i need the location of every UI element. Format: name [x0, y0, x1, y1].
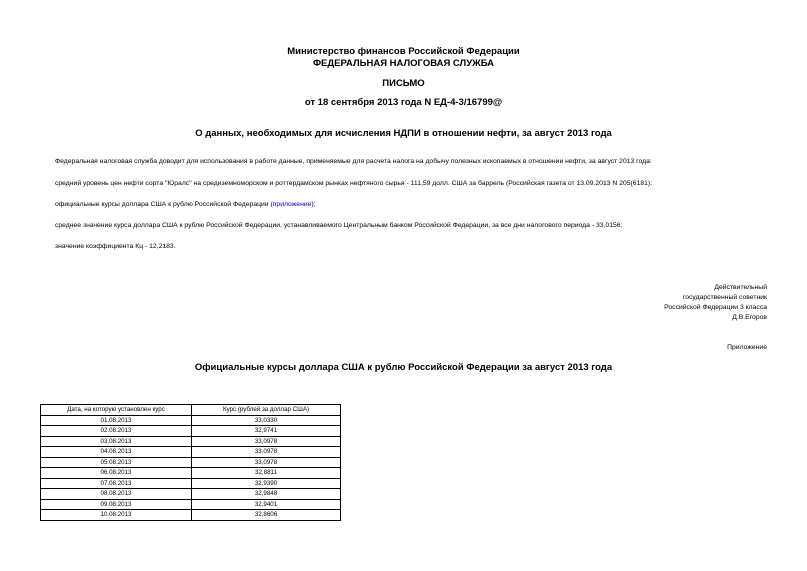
- rate-cell: 32,9390: [192, 478, 341, 489]
- table-row: [41, 415, 341, 426]
- table-row: [41, 468, 341, 479]
- rate-cell: 32,9848: [192, 489, 341, 500]
- table-row: [41, 436, 341, 447]
- rate-cell: 32,8811: [192, 468, 341, 479]
- doc-type: ПИСЬМО: [382, 78, 425, 89]
- paragraph-rates-prefix: официальные курсы доллара США к рублю Российской Федерации (: [55, 201, 273, 208]
- signature-line-3: Российской Федерации 3 класса: [664, 304, 767, 311]
- date-cell: 03.08.2013: [41, 436, 192, 447]
- date-cell: 07.08.2013: [41, 478, 192, 489]
- rate-cell: 32,9741: [192, 426, 341, 437]
- date-cell: 09.08.2013: [41, 499, 192, 510]
- column-header-rate: Курс (рублей за доллар США): [192, 405, 341, 416]
- ministry-title: Министерство финансов Российской Федерации: [287, 46, 520, 57]
- service-title: ФЕДЕРАЛЬНАЯ НАЛОГОВАЯ СЛУЖБА: [312, 58, 495, 69]
- paragraph-rates: [55, 201, 316, 208]
- doc-date-number: от 18 сентября 2013 года N ЕД-4-3/16799@: [304, 97, 503, 108]
- rate-cell: 33,0978: [192, 457, 341, 468]
- paragraph-average-rate: среднее значение курса доллара США к рублю Российской Федерации, устанавливаемого Центральным банком Российской Федерации, за все дни налогового периода - 33,0156;: [55, 222, 623, 229]
- table-row: [41, 426, 341, 437]
- paragraph-rates-suffix: );: [311, 201, 316, 208]
- date-cell: 02.08.2013: [41, 426, 192, 437]
- doc-subject: О данных, необходимых для исчисления НДПИ в отношении нефти, за август 2013 года: [195, 128, 612, 139]
- date-cell: 10.08.2013: [41, 510, 192, 521]
- date-cell: 05.08.2013: [41, 457, 192, 468]
- rate-cell: 33,0330: [192, 415, 341, 426]
- paragraph-intro: Федеральная налоговая служба доводит для использования в работе данные, применяемые для расчета налога на добычу полезных ископаемых в отношении нефти, за август 2013 года:: [55, 158, 652, 165]
- table-header-row: [41, 405, 341, 416]
- table-row: [41, 457, 341, 468]
- signature-block: [664, 283, 767, 323]
- table-row: [41, 510, 341, 521]
- annex-label: Приложение: [727, 344, 767, 351]
- rate-cell: 33,0978: [192, 447, 341, 458]
- paragraph-coefficient: значение коэффициента Кц - 12,2183.: [55, 243, 176, 250]
- table-row: [41, 478, 341, 489]
- rates-table: [40, 404, 341, 521]
- rate-cell: 32,9401: [192, 499, 341, 510]
- rate-cell: 33,0978: [192, 436, 341, 447]
- table-row: [41, 499, 341, 510]
- table-row: [41, 489, 341, 500]
- date-cell: 04.08.2013: [41, 447, 192, 458]
- signature-name: Д.В.Егоров: [732, 314, 767, 321]
- column-header-date: Дата, на которую установлен курс: [41, 405, 192, 416]
- document-header: [0, 46, 807, 70]
- rate-cell: 32,8606: [192, 510, 341, 521]
- date-cell: 01.08.2013: [41, 415, 192, 426]
- signature-line-1: Действительный: [714, 284, 767, 291]
- date-cell: 08.08.2013: [41, 489, 192, 500]
- annex-link[interactable]: приложение: [272, 201, 312, 208]
- table-row: [41, 447, 341, 458]
- signature-line-2: государственный советник: [682, 294, 767, 301]
- date-cell: 06.08.2013: [41, 468, 192, 479]
- annex-title: Официальные курсы доллара США к рублю Российской Федерации за август 2013 года: [194, 362, 613, 373]
- paragraph-oil-price: средний уровень цен нефти сорта "Юралс" на средиземноморском и роттердамском рынках нефтяного сырья - 111,59 долл. США за баррель (Российская газета от 13.09.2013 N 205(6181);: [55, 180, 653, 187]
